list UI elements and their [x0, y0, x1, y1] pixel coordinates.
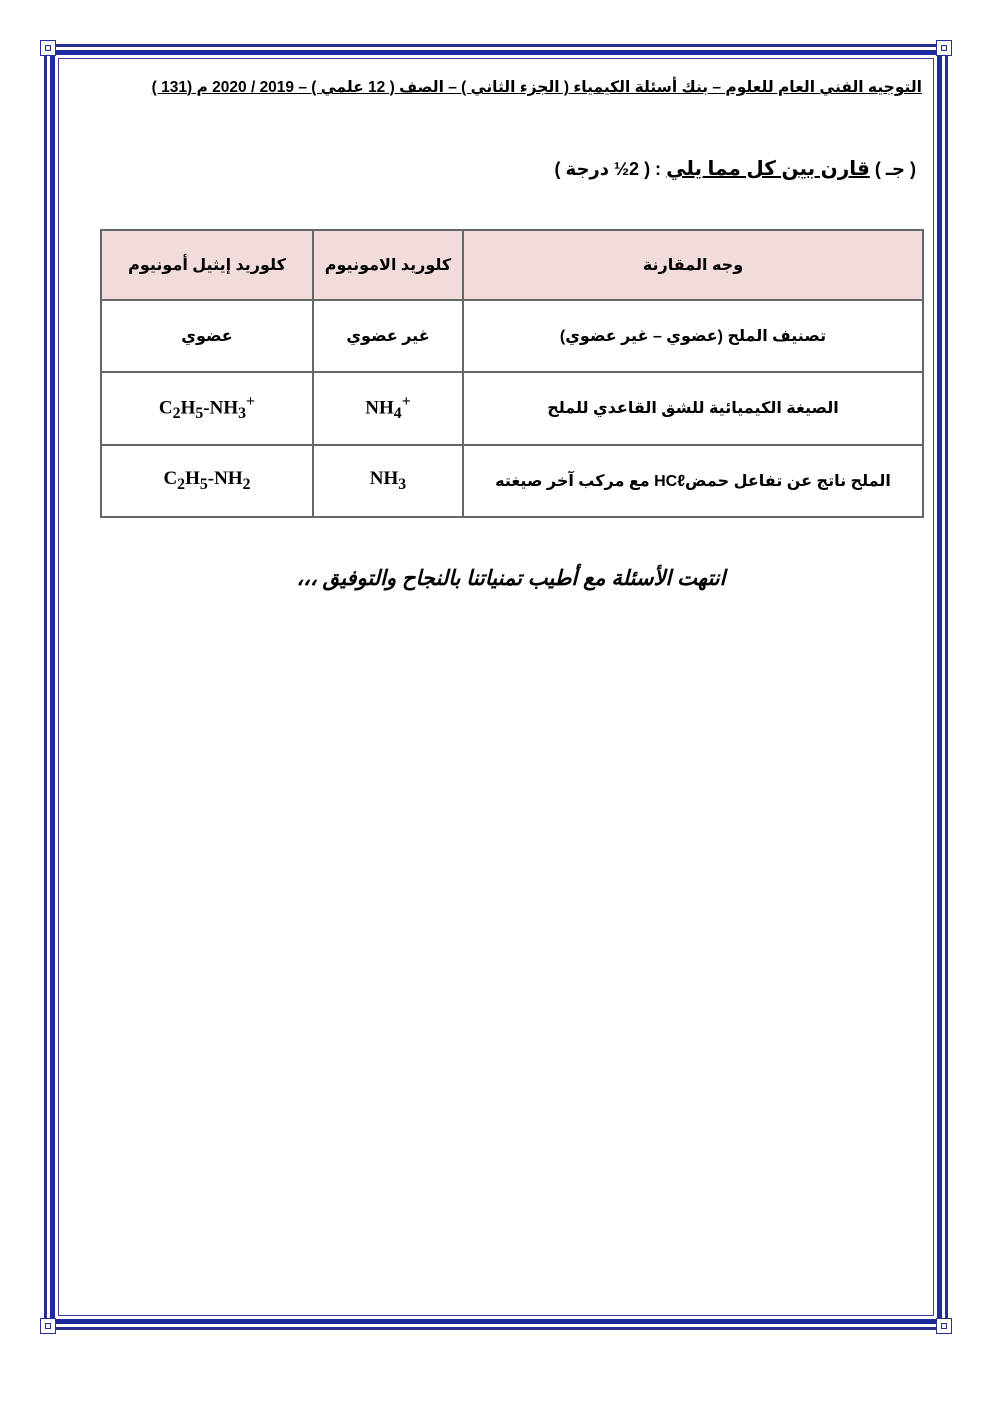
corner-ornament — [40, 1318, 56, 1334]
page-header: التوجيه الفني العام للعلوم – بنك أسئلة الكيمياء ( الجزء الثاني ) – الصف ( 12 علمي ) – 2019 / 2020 م (131 ) — [151, 79, 922, 96]
question-score: : ( 2½ درجة ) — [554, 159, 662, 179]
row-ethylammonium-value: عضوي — [101, 300, 313, 372]
row-ammonium-value: غير عضوي — [313, 300, 463, 372]
table-row — [101, 445, 923, 517]
table-header-row — [101, 230, 923, 300]
row-ammonium-formula: $NH_4^+$ — [313, 372, 463, 444]
header-aspect: وجه المقارنة — [463, 230, 923, 300]
table-row — [101, 300, 923, 372]
closing-message: انتهت الأسئلة مع أطيب تمنياتنا بالنجاح والتوفيق ،،، — [296, 567, 726, 590]
corner-ornament — [936, 40, 952, 56]
row-aspect: الملح ناتج عن تفاعل حمضHCℓ مع مركب آخر صيغته — [463, 445, 923, 517]
question-line — [555, 156, 916, 181]
header-ethylammonium-chloride: كلوريد إيثيل أمونيوم — [101, 230, 313, 300]
row-ethylammonium-formula: $C_2H_5-NH_3^+$ — [101, 372, 313, 444]
table-row — [101, 372, 923, 444]
comparison-table — [100, 229, 924, 518]
corner-ornament — [40, 40, 56, 56]
question-label: ( جـ ) — [874, 159, 916, 179]
header-ammonium-chloride: كلوريد الامونيوم — [313, 230, 463, 300]
row-aspect: تصنيف الملح (عضوي – غير عضوي) — [463, 300, 923, 372]
question-title: قارن بين كل مما يلي — [666, 158, 870, 180]
corner-ornament — [936, 1318, 952, 1334]
row-aspect: الصيغة الكيميائية للشق القاعدي للملح — [463, 372, 923, 444]
row-ammonium-formula: $NH_3$ — [313, 445, 463, 517]
row-ethylammonium-formula: $C_2H_5-NH_2$ — [101, 445, 313, 517]
